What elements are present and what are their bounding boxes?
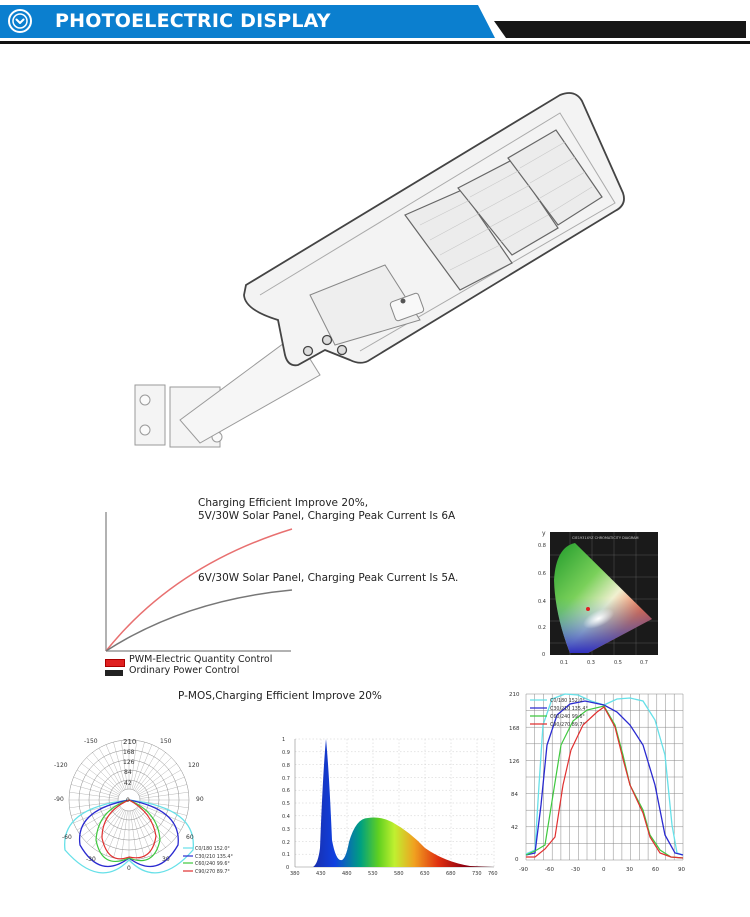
svg-text:C60/240 99.6°: C60/240 99.6° [195,862,230,867]
svg-text:C30/210 135.4°: C30/210 135.4° [195,855,233,860]
svg-text:42: 42 [511,825,518,831]
svg-text:126: 126 [509,759,520,765]
banner-underline [0,41,750,44]
svg-text:-90: -90 [519,867,528,873]
annotation-top-line2: 5V/30W Solar Panel, Charging Peak Current Is 6A [198,510,456,522]
svg-text:0.1: 0.1 [282,852,290,858]
svg-text:1: 1 [282,737,286,743]
svg-text:0.2: 0.2 [282,840,290,846]
street-light-drawing [120,85,640,455]
svg-text:-120: -120 [54,762,68,769]
svg-text:C60/240 99.6°: C60/240 99.6° [550,715,585,720]
svg-text:0.8: 0.8 [282,763,290,769]
svg-text:-30: -30 [571,867,580,873]
svg-text:0: 0 [602,867,606,873]
svg-text:120: 120 [188,762,200,769]
svg-text:210: 210 [123,738,137,746]
chevron-down-circle-icon [8,9,32,33]
svg-text:168: 168 [509,726,520,732]
legend-label-pwm: PWM-Electric Quantity Control [129,654,273,665]
section-title: PHOTOELECTRIC DISPLAY [55,10,331,32]
svg-text:C90/270 89.7°: C90/270 89.7° [550,723,585,728]
spectral-distribution-chart [280,730,500,880]
banner-black-band [494,21,746,38]
svg-text:-30: -30 [86,856,96,863]
svg-text:60: 60 [186,834,194,841]
svg-text:90: 90 [678,867,685,873]
svg-text:0.4: 0.4 [538,599,546,605]
svg-text:0.6: 0.6 [538,571,546,577]
svg-text:30: 30 [626,867,633,873]
annotation-mid: 6V/30W Solar Panel, Charging Peak Current Is 5A. [198,572,459,584]
polar-light-distribution-chart [40,730,260,880]
svg-text:210: 210 [509,692,520,698]
svg-text:380: 380 [290,871,300,877]
svg-text:0: 0 [515,857,519,863]
svg-text:150: 150 [160,738,172,745]
pwm-curve [106,529,292,651]
svg-text:0.1: 0.1 [560,660,568,666]
legend-label-ordinary: Ordinary Power Control [129,665,240,676]
svg-text:0: 0 [127,865,131,872]
svg-text:760: 760 [488,871,498,877]
svg-text:90: 90 [196,796,204,803]
svg-text:-60: -60 [545,867,554,873]
svg-text:0.3: 0.3 [587,660,595,666]
svg-text:84: 84 [511,792,518,798]
cie-chromaticity-diagram [530,525,670,670]
legend-swatch-ordinary [105,670,123,676]
svg-text:0.8: 0.8 [538,543,546,549]
svg-text:630: 630 [420,871,430,877]
svg-text:0: 0 [126,797,130,804]
svg-text:0: 0 [286,865,290,871]
cie-title: CIE1931XYZ CHROMATICITY DIAGRAM [572,536,639,540]
svg-text:-150: -150 [84,738,98,745]
svg-text:-90: -90 [54,796,64,803]
svg-text:680: 680 [446,871,456,877]
charging-efficiency-chart [95,490,465,710]
section-header-banner [0,5,750,45]
svg-text:430: 430 [316,871,326,877]
svg-text:y: y [542,530,546,537]
svg-text:C30/210 135.4°: C30/210 135.4° [550,707,588,712]
svg-text:580: 580 [394,871,404,877]
svg-text:0.9: 0.9 [282,750,290,756]
svg-text:0.5: 0.5 [614,660,622,666]
svg-text:480: 480 [342,871,352,877]
svg-text:730: 730 [472,871,482,877]
svg-text:0.4: 0.4 [282,814,290,820]
svg-text:168: 168 [123,749,135,756]
svg-text:0.5: 0.5 [282,801,290,807]
svg-text:0.7: 0.7 [640,660,648,666]
svg-text:530: 530 [368,871,378,877]
svg-text:84: 84 [124,769,132,776]
svg-text:0.6: 0.6 [282,788,290,794]
svg-text:C0/180 152.0°: C0/180 152.0° [550,699,585,704]
legend-swatch-pwm [105,659,125,667]
chart-caption: P-MOS,Charging Efficient Improve 20% [178,690,382,702]
svg-text:126: 126 [123,759,135,766]
svg-text:0.2: 0.2 [538,625,546,631]
svg-text:42: 42 [124,780,132,787]
svg-text:C90/270 89.7°: C90/270 89.7° [195,870,230,875]
annotation-top-line1: Charging Efficient Improve 20%, [198,497,369,509]
svg-text:0: 0 [542,652,546,658]
svg-text:0.3: 0.3 [282,827,290,833]
svg-text:30: 30 [162,856,170,863]
intensity-angle-chart [505,685,695,880]
svg-text:-60: -60 [62,834,72,841]
svg-text:C0/180 152.0°: C0/180 152.0° [195,847,230,852]
svg-text:60: 60 [652,867,659,873]
svg-text:0.7: 0.7 [282,776,290,782]
